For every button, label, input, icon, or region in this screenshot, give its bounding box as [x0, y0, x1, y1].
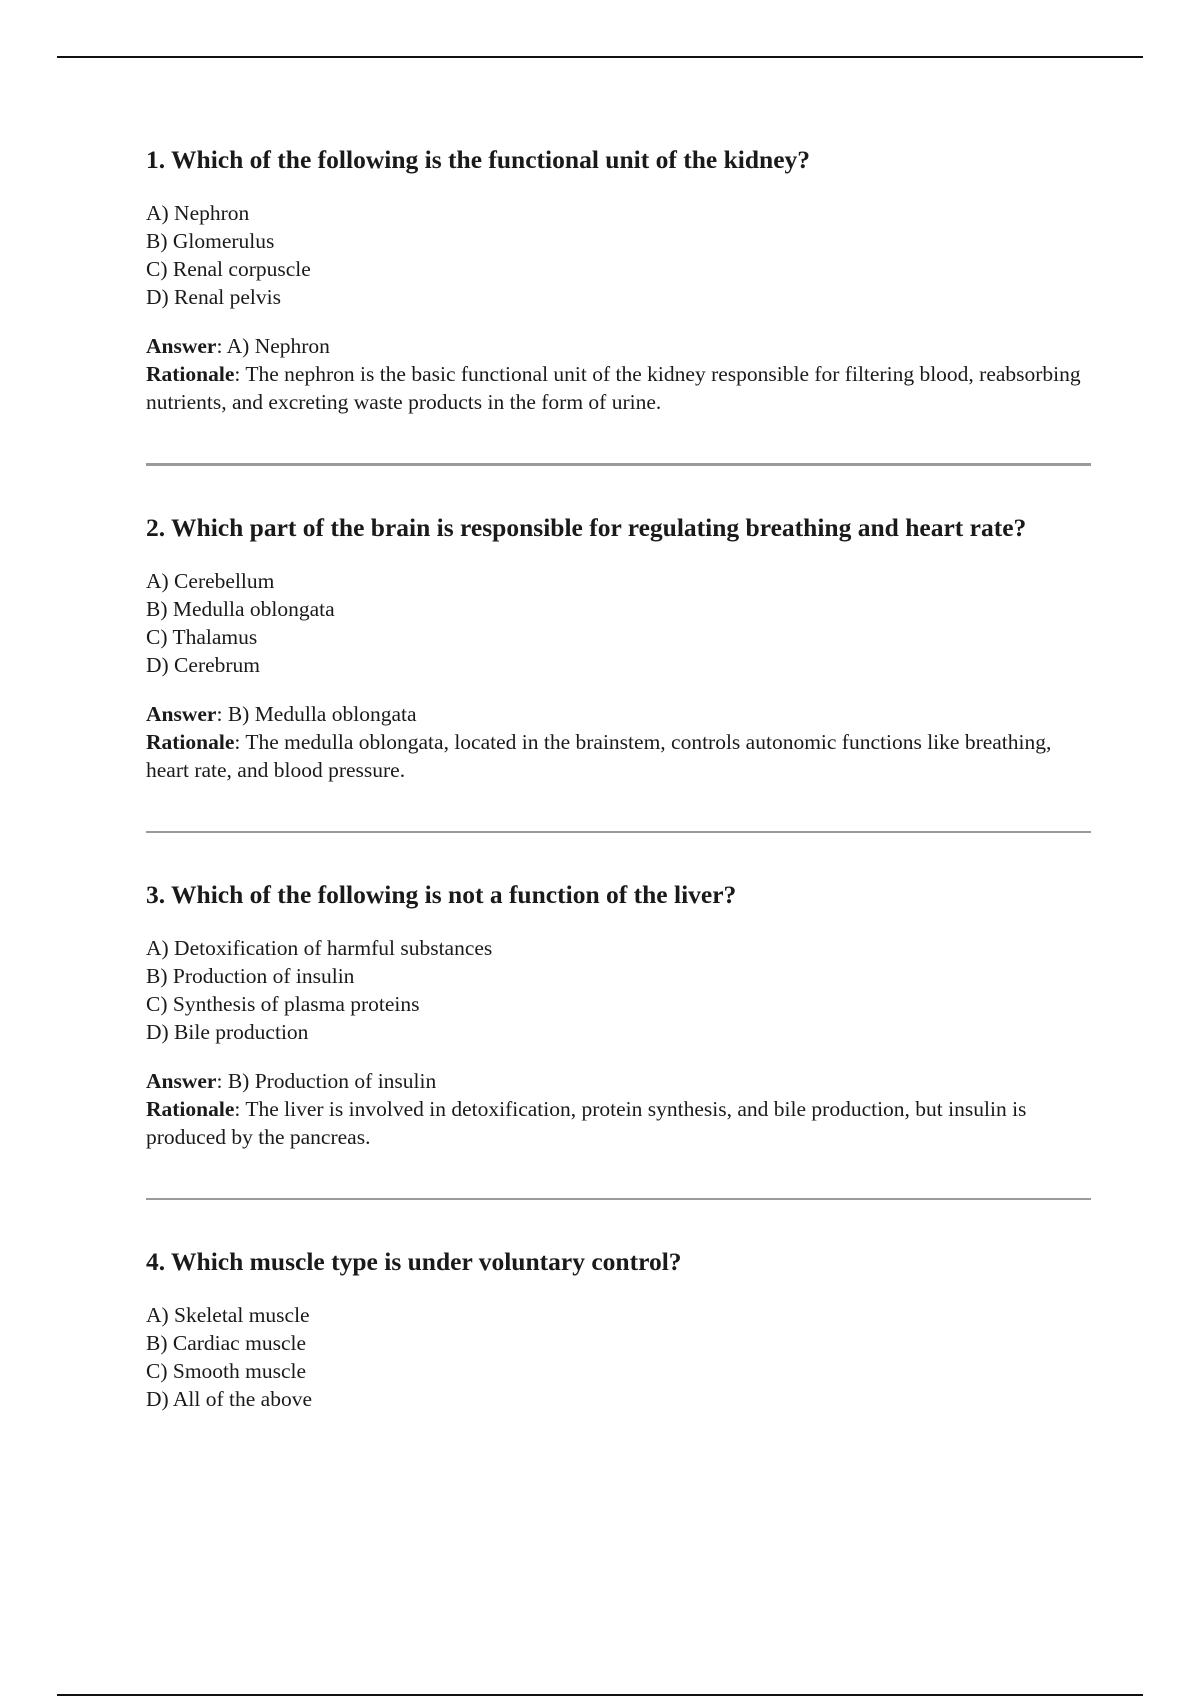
document-body — [146, 143, 1091, 1434]
option-a: A) Cerebellum — [146, 569, 275, 593]
question-1 — [146, 143, 1091, 416]
answer-label: Answer — [146, 334, 217, 358]
answer-text: : A) Nephron — [216, 334, 330, 358]
answer-line — [146, 1067, 1091, 1095]
question-title: 2. Which part of the brain is responsible for regulating breathing and heart rate? — [146, 513, 1027, 542]
option-b: B) Glomerulus — [146, 229, 275, 253]
options-list — [146, 199, 1091, 311]
answer-line — [146, 700, 1091, 728]
rationale-label: Rationale — [146, 1097, 235, 1121]
question-2 — [146, 511, 1091, 784]
option-b: B) Medulla oblongata — [146, 597, 335, 621]
answer-text: : B) Production of insulin — [216, 1069, 437, 1093]
section-divider — [146, 831, 1091, 833]
option-a: A) Detoxification of harmful substances — [146, 936, 493, 960]
option-c: C) Synthesis of plasma proteins — [146, 992, 420, 1016]
rationale-label: Rationale — [146, 730, 235, 754]
rationale-line — [146, 1095, 1091, 1151]
rationale-line — [146, 728, 1091, 784]
rationale-text: : The liver is involved in detoxification, protein synthesis, and bile production, but insulin is produced by the pancreas. — [146, 1097, 1027, 1149]
answer-label: Answer — [146, 1069, 217, 1093]
option-c: C) Renal corpuscle — [146, 257, 311, 281]
option-d: D) All of the above — [146, 1387, 312, 1411]
options-list — [146, 567, 1091, 679]
option-c: C) Smooth muscle — [146, 1359, 307, 1383]
rationale-line — [146, 360, 1091, 416]
section-divider — [146, 463, 1091, 466]
question-4 — [146, 1245, 1091, 1413]
question-3 — [146, 878, 1091, 1151]
page-top-rule — [57, 56, 1143, 58]
option-b: B) Cardiac muscle — [146, 1331, 307, 1355]
question-title: 4. Which muscle type is under voluntary control? — [146, 1247, 682, 1276]
answer-label: Answer — [146, 702, 217, 726]
answer-line — [146, 332, 1091, 360]
option-d: D) Renal pelvis — [146, 285, 281, 309]
question-title: 3. Which of the following is not a function of the liver? — [146, 880, 737, 909]
page-bottom-rule — [57, 1694, 1143, 1696]
option-a: A) Nephron — [146, 201, 250, 225]
option-d: D) Bile production — [146, 1020, 309, 1044]
option-c: C) Thalamus — [146, 625, 258, 649]
section-divider — [146, 1198, 1091, 1200]
options-list — [146, 1301, 1091, 1413]
rationale-text: : The medulla oblongata, located in the brainstem, controls autonomic functions like breathing, heart rate, and blood pressure. — [146, 730, 1052, 782]
option-d: D) Cerebrum — [146, 653, 261, 677]
rationale-text: : The nephron is the basic functional unit of the kidney responsible for filtering blood, reabsorbing nutrients, and excreting waste products in the form of urine. — [146, 362, 1081, 414]
option-b: B) Production of insulin — [146, 964, 355, 988]
rationale-label: Rationale — [146, 362, 235, 386]
option-a: A) Skeletal muscle — [146, 1303, 310, 1327]
question-title: 1. Which of the following is the functional unit of the kidney? — [146, 145, 811, 174]
options-list — [146, 934, 1091, 1046]
answer-text: : B) Medulla oblongata — [216, 702, 417, 726]
